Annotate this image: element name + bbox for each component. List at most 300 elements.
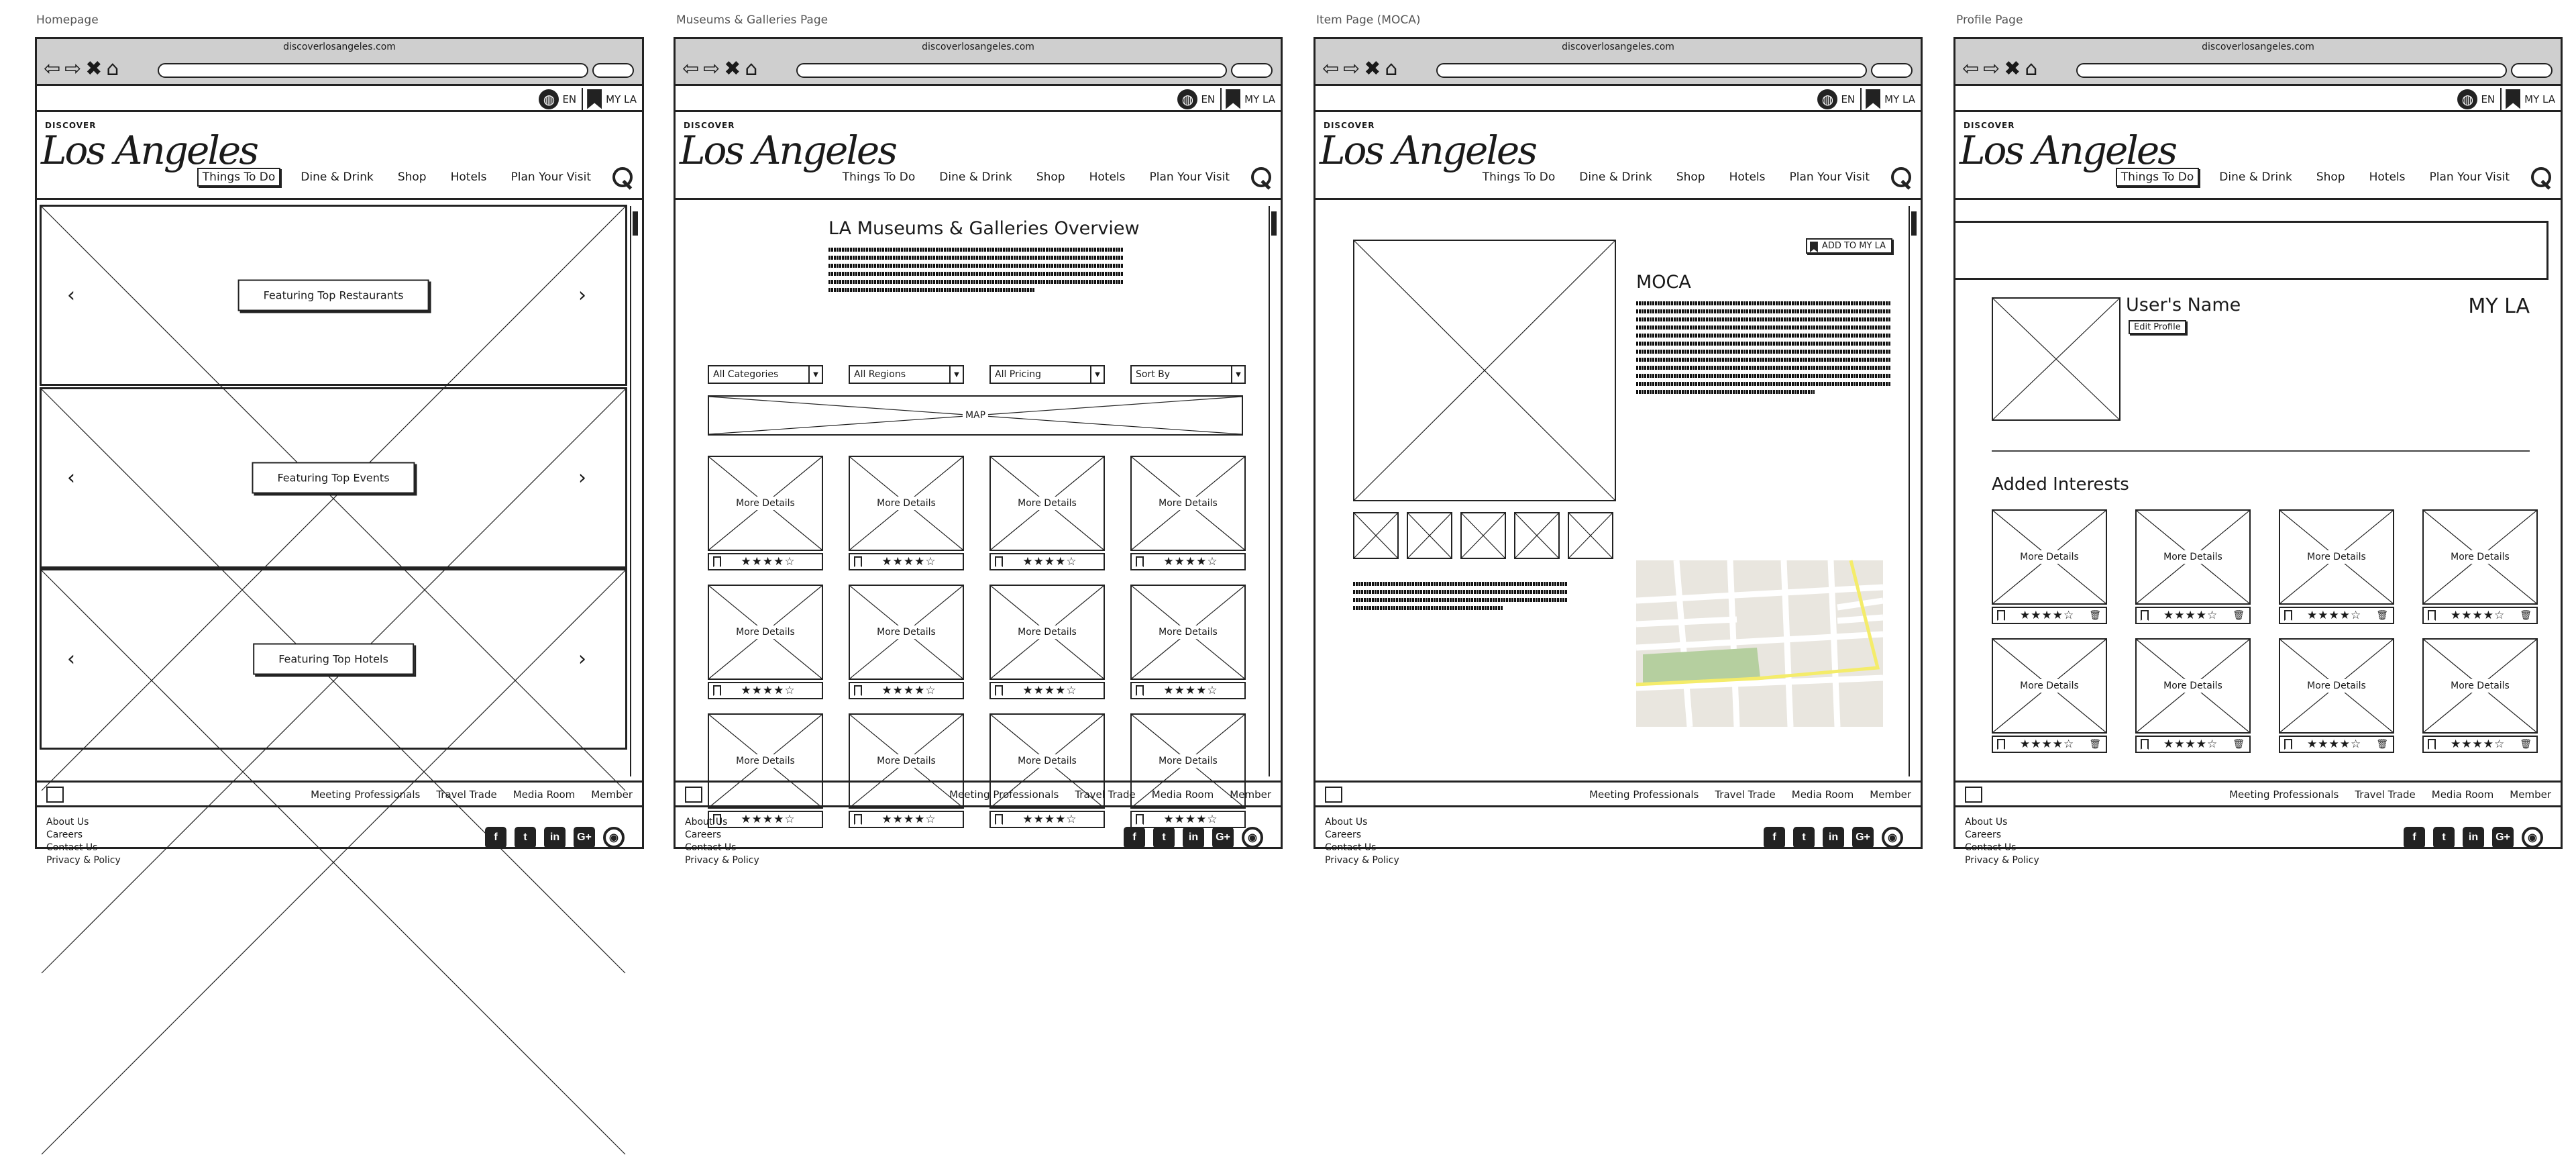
avatar[interactable]	[1992, 297, 2121, 421]
more-details-label[interactable]: More Details	[731, 497, 800, 510]
bookmark-icon[interactable]	[2284, 739, 2292, 750]
item-card[interactable]	[849, 456, 964, 570]
footer-media-room[interactable]: Media Room	[513, 789, 576, 801]
card-image[interactable]	[2279, 638, 2394, 734]
chevron-right-icon[interactable]: ›	[578, 647, 586, 671]
main-image[interactable]	[1353, 240, 1616, 501]
my-la-link[interactable]: MY LA	[2524, 93, 2555, 105]
browser-chrome	[37, 39, 642, 86]
card-image[interactable]	[1130, 456, 1246, 551]
forward-icon[interactable]: ⇨	[1343, 57, 1360, 81]
my-la-link[interactable]: MY LA	[1244, 93, 1275, 105]
chevron-right-icon[interactable]: ›	[578, 466, 586, 490]
filter-regions[interactable]: All Regions ▼	[849, 365, 964, 384]
globe-icon[interactable]: ◍	[2457, 89, 2477, 109]
search-icon[interactable]	[1250, 166, 1273, 189]
card-image[interactable]	[1130, 585, 1246, 680]
linkedin-icon[interactable]: in	[2463, 827, 2484, 848]
card-image[interactable]	[708, 456, 823, 551]
bookmark-icon[interactable]	[995, 556, 1003, 567]
my-la-link[interactable]: MY LA	[1884, 93, 1915, 105]
logo-los-angeles[interactable]: Los Angeles	[680, 128, 896, 173]
url-label: discoverlosangeles.com	[283, 42, 396, 52]
profile-banner	[1955, 221, 2548, 280]
footer-about-us[interactable]: About Us	[1325, 817, 1368, 827]
linkedin-icon[interactable]: in	[1823, 827, 1844, 848]
main-nav	[2116, 166, 2553, 189]
home-icon[interactable]: ⌂	[2025, 57, 2038, 81]
map-icon[interactable]	[46, 787, 64, 803]
rating-stars: ★★★★☆	[881, 684, 936, 697]
chevron-left-icon[interactable]: ‹	[67, 466, 75, 490]
close-icon[interactable]: ✖	[85, 57, 103, 81]
linkedin-icon[interactable]: in	[544, 827, 566, 848]
rating-stars: ★★★★☆	[1022, 684, 1077, 697]
item-card[interactable]	[2279, 509, 2394, 624]
rating-stars: ★★★★☆	[2451, 609, 2506, 622]
bookmark-icon[interactable]	[1136, 685, 1144, 696]
nav-shop[interactable]: Shop	[1036, 170, 1065, 184]
nav-shop[interactable]: Shop	[2316, 170, 2345, 184]
nav-things-to-do[interactable]: Things To Do	[842, 170, 916, 184]
map-icon[interactable]	[1965, 787, 1982, 803]
more-details-label[interactable]: More Details	[2015, 550, 2084, 564]
footer-meeting-professionals[interactable]: Meeting Professionals	[1589, 789, 1699, 801]
sort-by[interactable]: Sort By ▼	[1130, 365, 1246, 384]
thumbnail-image[interactable]	[1407, 512, 1452, 559]
card-image[interactable]	[989, 585, 1105, 680]
card-rating-row	[989, 682, 1105, 699]
more-details-label[interactable]: More Details	[2302, 679, 2371, 693]
more-details-label[interactable]: More Details	[1012, 497, 1082, 510]
main-nav	[839, 166, 1273, 189]
card-rating-row	[2135, 607, 2251, 624]
browser-chrome	[1316, 39, 1921, 86]
chevron-left-icon[interactable]: ‹	[67, 283, 75, 307]
card-image[interactable]	[2135, 509, 2251, 605]
instagram-icon[interactable]: ◉	[603, 827, 625, 848]
globe-icon[interactable]: ◍	[539, 89, 559, 109]
bookmark-icon[interactable]	[1136, 556, 1144, 567]
bookmark-icon[interactable]	[854, 556, 862, 567]
thumbnail-image[interactable]	[1514, 512, 1560, 559]
rating-stars: ★★★★☆	[2163, 609, 2218, 622]
twitter-icon[interactable]: t	[515, 827, 536, 848]
facebook-icon[interactable]: f	[485, 827, 506, 848]
language-selector[interactable]: EN	[2477, 88, 2502, 110]
rating-stars: ★★★★☆	[1163, 555, 1218, 568]
footer-privacy-policy[interactable]: Privacy & Policy	[46, 855, 121, 866]
card-image[interactable]	[849, 456, 964, 551]
item-card[interactable]	[1130, 585, 1246, 699]
card-image[interactable]	[1992, 638, 2107, 734]
bookmark-icon[interactable]	[2284, 610, 2292, 621]
footer-meeting-professionals[interactable]: Meeting Professionals	[311, 789, 421, 801]
facebook-icon[interactable]: f	[1124, 827, 1145, 848]
language-selector[interactable]: EN	[1197, 88, 1222, 110]
rating-stars: ★★★★☆	[2451, 738, 2506, 751]
more-details-label[interactable]: More Details	[1012, 754, 1082, 768]
google-plus-icon[interactable]: G+	[2492, 827, 2514, 848]
placeholder-text	[828, 244, 1124, 296]
chevron-down-icon[interactable]: ▼	[1090, 366, 1104, 383]
rating-stars: ★★★★☆	[741, 555, 796, 568]
placeholder-text	[1636, 297, 1891, 398]
card-image[interactable]	[2422, 509, 2538, 605]
utility-bar	[1955, 88, 2561, 112]
close-icon[interactable]: ✖	[2004, 57, 2021, 81]
nav-hotels[interactable]: Hotels	[1729, 170, 1766, 184]
footer-media-room[interactable]: Media Room	[2431, 789, 2494, 801]
footer-travel-trade[interactable]: Travel Trade	[436, 789, 497, 801]
trash-icon[interactable]: 🗑	[2233, 610, 2245, 621]
footer-privacy-policy[interactable]: Privacy & Policy	[1325, 855, 1399, 866]
rating-stars: ★★★★☆	[881, 555, 936, 568]
item-card[interactable]	[1992, 509, 2107, 624]
browser-search-input[interactable]	[592, 63, 634, 78]
globe-icon[interactable]: ◍	[1177, 89, 1197, 109]
more-details-label[interactable]: More Details	[2015, 679, 2084, 693]
nav-dine-drink[interactable]: Dine & Drink	[939, 170, 1012, 184]
browser-search-input[interactable]	[1871, 63, 1913, 78]
nav-shop[interactable]: Shop	[1676, 170, 1705, 184]
bookmark-icon[interactable]	[2141, 610, 2149, 621]
bookmark-icon	[1810, 242, 1818, 252]
google-plus-icon[interactable]: G+	[1212, 827, 1234, 848]
footer-contact-us[interactable]: Contact Us	[685, 842, 737, 853]
more-details-label[interactable]: More Details	[2158, 679, 2228, 693]
more-details-label[interactable]: More Details	[731, 754, 800, 768]
featured-caption[interactable]: Featuring Top Restaurants	[238, 280, 429, 311]
footer-nav-bar	[676, 781, 1281, 807]
back-icon[interactable]: ⇦	[1962, 57, 1980, 81]
item-card[interactable]	[989, 456, 1105, 570]
item-card[interactable]	[708, 585, 823, 699]
nav-plan-your-visit[interactable]: Plan Your Visit	[1789, 170, 1870, 184]
card-rating-row	[708, 682, 823, 699]
footer-media-room[interactable]: Media Room	[1151, 789, 1214, 801]
filter-categories[interactable]: All Categories ▼	[708, 365, 823, 384]
item-card[interactable]	[1130, 456, 1246, 570]
chevron-right-icon[interactable]: ›	[578, 283, 586, 307]
scrollbar[interactable]	[1269, 206, 1278, 776]
home-icon[interactable]: ⌂	[1385, 57, 1398, 81]
nav-plan-your-visit[interactable]: Plan Your Visit	[1149, 170, 1230, 184]
trash-icon[interactable]: 🗑	[2376, 610, 2389, 621]
page-label-museums: Museums & Galleries Page	[676, 13, 828, 27]
twitter-icon[interactable]: t	[1153, 827, 1175, 848]
logo-discover: DISCOVER	[684, 121, 735, 130]
card-rating-row	[1130, 682, 1246, 699]
site-header	[676, 114, 1281, 200]
card-rating-row	[2422, 736, 2538, 753]
item-card[interactable]	[1992, 638, 2107, 753]
logo-los-angeles[interactable]: Los Angeles	[41, 128, 257, 173]
forward-icon[interactable]: ⇨	[703, 57, 720, 81]
language-selector[interactable]: EN	[1837, 88, 1862, 110]
frame-item	[1313, 37, 1923, 866]
more-details-label[interactable]: More Details	[731, 625, 800, 639]
footer-contact-us[interactable]: Contact Us	[1965, 842, 2017, 853]
footer	[1316, 809, 1921, 866]
bookmark-icon[interactable]	[713, 685, 721, 696]
footer-careers[interactable]: Careers	[46, 829, 83, 840]
footer-about-us[interactable]: About Us	[46, 817, 89, 827]
page-content	[1316, 202, 1921, 781]
item-card[interactable]	[2422, 509, 2538, 624]
featured-caption[interactable]: Featuring Top Events	[252, 462, 415, 494]
card-rating-row	[1992, 736, 2107, 753]
footer-member[interactable]: Member	[1230, 789, 1271, 801]
browser-search-input[interactable]	[1231, 63, 1273, 78]
nav-hotels[interactable]: Hotels	[2369, 170, 2406, 184]
address-bar[interactable]	[2076, 63, 2507, 78]
card-image[interactable]	[2135, 638, 2251, 734]
more-details-label[interactable]: More Details	[871, 625, 941, 639]
bookmark-icon[interactable]	[2428, 610, 2436, 621]
more-details-label[interactable]: More Details	[2445, 550, 2515, 564]
featured-caption[interactable]: Featuring Top Hotels	[253, 644, 414, 675]
language-selector[interactable]: EN	[559, 88, 583, 110]
search-icon[interactable]	[1890, 166, 1913, 189]
scrollbar[interactable]	[630, 206, 639, 776]
search-icon[interactable]	[2530, 166, 2553, 189]
card-rating-row	[2422, 607, 2538, 624]
close-icon[interactable]: ✖	[724, 57, 741, 81]
chevron-down-icon[interactable]: ▼	[808, 366, 822, 383]
site-header	[37, 114, 642, 200]
hero-slide[interactable]	[40, 568, 627, 750]
item-card[interactable]	[708, 456, 823, 570]
nav-plan-your-visit[interactable]: Plan Your Visit	[2429, 170, 2510, 184]
rating-stars: ★★★★☆	[2307, 609, 2362, 622]
footer-contact-us[interactable]: Contact Us	[46, 842, 98, 853]
divider	[1992, 450, 2530, 452]
trash-icon[interactable]: 🗑	[2520, 739, 2532, 750]
hero-slide[interactable]	[40, 387, 627, 568]
instagram-icon[interactable]: ◉	[2522, 827, 2543, 848]
map-banner[interactable]	[708, 395, 1243, 436]
footer-contact-us[interactable]: Contact Us	[1325, 842, 1377, 853]
bookmark-icon[interactable]	[995, 685, 1003, 696]
page-label-item: Item Page (MOCA)	[1316, 13, 1421, 27]
card-image[interactable]	[1992, 509, 2107, 605]
close-icon[interactable]: ✖	[1364, 57, 1381, 81]
hero-slide[interactable]	[40, 205, 627, 386]
my-la-link[interactable]: MY LA	[606, 93, 637, 105]
thumbnail-image[interactable]	[1568, 512, 1613, 559]
footer-meeting-professionals[interactable]: Meeting Professionals	[949, 789, 1059, 801]
trash-icon[interactable]: 🗑	[2089, 610, 2102, 621]
chevron-down-icon[interactable]: ▼	[949, 366, 963, 383]
more-details-label[interactable]: More Details	[871, 754, 941, 768]
more-details-label[interactable]: More Details	[1012, 625, 1082, 639]
twitter-icon[interactable]: t	[2433, 827, 2455, 848]
chevron-left-icon[interactable]: ‹	[67, 647, 75, 671]
nav-hotels[interactable]: Hotels	[450, 170, 487, 184]
more-details-label[interactable]: More Details	[2158, 550, 2228, 564]
chevron-down-icon[interactable]: ▼	[1231, 366, 1244, 383]
card-image[interactable]	[849, 585, 964, 680]
back-icon[interactable]: ⇦	[44, 57, 61, 81]
nav-dine-drink[interactable]: Dine & Drink	[2219, 170, 2292, 184]
nav-things-to-do[interactable]: Things To Do	[197, 168, 281, 187]
item-card[interactable]	[2279, 638, 2394, 753]
facebook-icon[interactable]: f	[2404, 827, 2425, 848]
footer	[1955, 809, 2561, 866]
rating-stars: ★★★★☆	[2020, 738, 2075, 751]
bookmark-icon[interactable]	[587, 89, 602, 109]
linkedin-icon[interactable]: in	[1183, 827, 1204, 848]
card-rating-row	[2135, 736, 2251, 753]
footer-careers[interactable]: Careers	[1325, 829, 1362, 840]
logo-discover: DISCOVER	[1324, 121, 1375, 130]
frame-profile	[1953, 37, 2563, 866]
frame-homepage	[35, 37, 644, 866]
page-content	[1955, 202, 2561, 781]
logo-discover: DISCOVER	[45, 121, 97, 130]
address-bar[interactable]	[158, 63, 588, 78]
instagram-icon[interactable]: ◉	[1242, 827, 1263, 848]
footer-media-room[interactable]: Media Room	[1791, 789, 1854, 801]
card-rating-row	[849, 553, 964, 570]
logo-discover: DISCOVER	[1964, 121, 2015, 130]
footer-meeting-professionals[interactable]: Meeting Professionals	[2229, 789, 2339, 801]
item-card[interactable]	[2422, 638, 2538, 753]
url-label: discoverlosangeles.com	[2202, 42, 2314, 52]
google-plus-icon[interactable]: G+	[1852, 827, 1874, 848]
card-rating-row	[1130, 553, 1246, 570]
item-card[interactable]	[989, 585, 1105, 699]
footer-travel-trade[interactable]: Travel Trade	[1715, 789, 1776, 801]
rating-stars: ★★★★☆	[1022, 813, 1077, 826]
site-header	[1316, 114, 1921, 200]
item-card[interactable]	[849, 585, 964, 699]
nav-dine-drink[interactable]: Dine & Drink	[1579, 170, 1652, 184]
home-icon[interactable]: ⌂	[106, 57, 119, 81]
more-details-label[interactable]: More Details	[1153, 625, 1223, 639]
globe-icon[interactable]: ◍	[1817, 89, 1837, 109]
card-image[interactable]	[2422, 638, 2538, 734]
trash-icon[interactable]: 🗑	[2520, 610, 2532, 621]
edit-profile-button[interactable]: Edit Profile	[2129, 320, 2186, 334]
address-bar[interactable]	[1436, 63, 1867, 78]
rating-stars: ★★★★☆	[741, 813, 796, 826]
more-details-label[interactable]: More Details	[2302, 550, 2371, 564]
footer-privacy-policy[interactable]: Privacy & Policy	[685, 855, 759, 866]
location-map[interactable]	[1636, 560, 1883, 727]
rating-stars: ★★★★☆	[2020, 609, 2075, 622]
browser-search-input[interactable]	[2511, 63, 2553, 78]
footer-careers[interactable]: Careers	[685, 829, 722, 840]
card-rating-row	[989, 553, 1105, 570]
nav-things-to-do[interactable]: Things To Do	[2116, 168, 2200, 187]
nav-shop[interactable]: Shop	[397, 170, 427, 184]
main-nav	[1479, 166, 1913, 189]
footer-privacy-policy[interactable]: Privacy & Policy	[1965, 855, 2039, 866]
filter-pricing[interactable]: All Pricing ▼	[989, 365, 1105, 384]
card-rating-row	[1992, 607, 2107, 624]
bookmark-icon[interactable]	[713, 556, 721, 567]
bookmark-icon[interactable]	[2141, 739, 2149, 750]
back-icon[interactable]: ⇦	[682, 57, 700, 81]
rating-stars: ★★★★☆	[741, 684, 796, 697]
footer-about-us[interactable]: About Us	[1965, 817, 2008, 827]
thumbnail-image[interactable]	[1460, 512, 1506, 559]
bookmark-icon[interactable]	[1226, 89, 1240, 109]
trash-icon[interactable]: 🗑	[2233, 739, 2245, 750]
item-card[interactable]	[2135, 638, 2251, 753]
forward-icon[interactable]: ⇨	[64, 57, 82, 81]
rating-stars: ★★★★☆	[1022, 555, 1077, 568]
nav-hotels[interactable]: Hotels	[1089, 170, 1126, 184]
bookmark-icon[interactable]	[2428, 739, 2436, 750]
bookmark-icon[interactable]	[1997, 610, 2005, 621]
bookmark-icon[interactable]	[1866, 89, 1880, 109]
facebook-icon[interactable]: f	[1764, 827, 1785, 848]
card-image[interactable]	[989, 456, 1105, 551]
more-details-label[interactable]: More Details	[1153, 754, 1223, 768]
google-plus-icon[interactable]: G+	[574, 827, 595, 848]
footer-member[interactable]: Member	[2510, 789, 2551, 801]
trash-icon[interactable]: 🗑	[2089, 739, 2102, 750]
bookmark-icon[interactable]	[2506, 89, 2520, 109]
footer-travel-trade[interactable]: Travel Trade	[2355, 789, 2416, 801]
item-card[interactable]	[2135, 509, 2251, 624]
card-image[interactable]	[708, 585, 823, 680]
instagram-icon[interactable]: ◉	[1882, 827, 1903, 848]
map-icon[interactable]	[685, 787, 702, 803]
trash-icon[interactable]: 🗑	[2376, 739, 2389, 750]
footer	[676, 809, 1281, 866]
footer-member[interactable]: Member	[1870, 789, 1911, 801]
logo-los-angeles[interactable]: Los Angeles	[1960, 128, 2176, 173]
map-label: MAP	[963, 410, 988, 421]
nav-plan-your-visit[interactable]: Plan Your Visit	[511, 170, 591, 184]
nav-things-to-do[interactable]: Things To Do	[1482, 170, 1556, 184]
more-details-label[interactable]: More Details	[2445, 679, 2515, 693]
forward-icon[interactable]: ⇨	[1983, 57, 2000, 81]
utility-bar	[1316, 88, 1921, 112]
address-bar[interactable]	[796, 63, 1227, 78]
footer-travel-trade[interactable]: Travel Trade	[1075, 789, 1136, 801]
logo-los-angeles[interactable]: Los Angeles	[1320, 128, 1536, 173]
rating-stars: ★★★★☆	[1163, 813, 1218, 826]
footer-careers[interactable]: Careers	[1965, 829, 2002, 840]
main-nav	[197, 166, 634, 189]
card-image[interactable]	[2279, 509, 2394, 605]
more-details-label[interactable]: More Details	[1153, 497, 1223, 510]
placeholder-text	[1353, 578, 1568, 614]
footer-member[interactable]: Member	[591, 789, 633, 801]
scrollbar[interactable]	[1909, 206, 1918, 776]
bookmark-icon[interactable]	[1997, 739, 2005, 750]
twitter-icon[interactable]: t	[1793, 827, 1815, 848]
item-title: MOCA	[1636, 272, 1691, 293]
home-icon[interactable]: ⌂	[745, 57, 758, 81]
map-icon[interactable]	[1325, 787, 1342, 803]
add-to-my-la-button[interactable]: ADD TO MY LA	[1806, 238, 1892, 254]
more-details-label[interactable]: More Details	[871, 497, 941, 510]
url-label: discoverlosangeles.com	[922, 42, 1034, 52]
search-icon[interactable]	[611, 166, 634, 189]
footer-about-us[interactable]: About Us	[685, 817, 728, 827]
back-icon[interactable]: ⇦	[1322, 57, 1340, 81]
rating-stars: ★★★★☆	[2163, 738, 2218, 751]
nav-dine-drink[interactable]: Dine & Drink	[301, 170, 374, 184]
bookmark-icon[interactable]	[854, 685, 862, 696]
thumbnail-image[interactable]	[1353, 512, 1399, 559]
